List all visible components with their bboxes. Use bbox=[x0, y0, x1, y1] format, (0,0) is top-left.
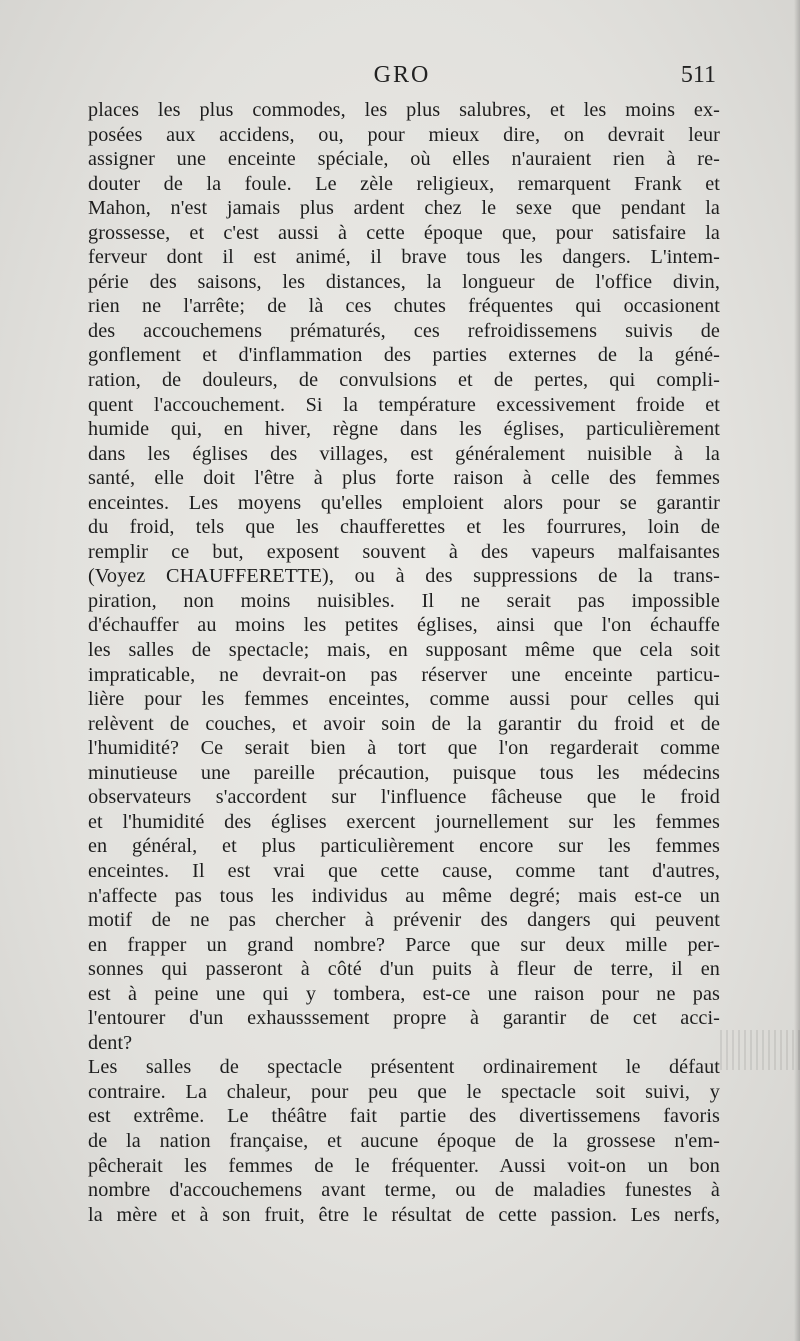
text-line: et l'humidité des églises exercent journellement sur les femmes bbox=[88, 810, 720, 833]
text-line: enceintes. Les moyens qu'elles emploient alors pour se garantir bbox=[88, 491, 720, 514]
page-header bbox=[88, 62, 716, 94]
text-line: relèvent de couches, et avoir soin de la garantir du froid et de bbox=[88, 712, 720, 735]
text-line: places les plus commodes, les plus salubres, et les moins ex- bbox=[88, 99, 720, 121]
text-line: santé, elle doit l'être à plus forte raison à celle des femmes bbox=[88, 467, 720, 490]
body-text bbox=[88, 98, 720, 1227]
text-line: est à peine une qui y tombera, est-ce une raison pour ne pas bbox=[88, 982, 720, 1005]
text-line: périe des saisons, les distances, la longueur de l'office divin, bbox=[88, 270, 720, 293]
text-line: enceintes. Il est vrai que cette cause, comme tant d'autres, bbox=[88, 859, 720, 882]
text-line: lière pour les femmes enceintes, comme aussi pour celles qui bbox=[88, 688, 720, 711]
text-line: n'affecte pas tous les individus au même degré; mais est-ce un bbox=[88, 884, 720, 907]
text-line: des accouchemens prématurés, ces refroidissemens suivis de bbox=[88, 319, 720, 342]
text-line: pêcherait les femmes de le fréquenter. Aussi voit-on un bon bbox=[88, 1154, 720, 1177]
text-line: l'entourer d'un exhausssement propre à garantir de cet acci- bbox=[88, 1007, 720, 1030]
text-line: minutieuse une pareille précaution, puisque tous les médecins bbox=[88, 761, 720, 784]
text-line: assigner une enceinte spéciale, où elles n'auraient rien à re- bbox=[88, 148, 720, 171]
text-line: ferveur dont il est animé, il brave tous les dangers. L'intem- bbox=[88, 246, 720, 269]
text-line: en général, et plus particulièrement encore sur les femmes bbox=[88, 835, 720, 858]
text-line: en frapper un grand nombre? Parce que sur deux mille per- bbox=[88, 933, 720, 956]
text-line: humide qui, en hiver, règne dans les églises, particulièrement bbox=[88, 418, 720, 441]
text-line: piration, non moins nuisibles. Il ne serait pas impossible bbox=[88, 589, 720, 612]
text-line: rien ne l'arrête; de là ces chutes fréquentes qui occasionent bbox=[88, 295, 720, 318]
text-line: gonflement et d'inflammation des parties externes de la géné- bbox=[88, 344, 720, 367]
text-line: est extrême. Le théâtre fait partie des divertissemens favoris bbox=[88, 1105, 720, 1128]
text-line: Les salles de spectacle présentent ordinairement le défaut bbox=[88, 1056, 720, 1079]
text-line: posées aux accidens, ou, pour mieux dire, on devrait leur bbox=[88, 123, 720, 146]
text-line: Mahon, n'est jamais plus ardent chez le sexe que pendant la bbox=[88, 197, 720, 220]
text-line: dans les églises des villages, est généralement nuisible à la bbox=[88, 442, 720, 465]
text-line: motif de ne pas chercher à prévenir des dangers qui peuvent bbox=[88, 909, 720, 932]
text-line: quent l'accouchement. Si la température excessivement froide et bbox=[88, 393, 720, 416]
text-line: grossesse, et c'est aussi à cette époque que, pour satisfaire la bbox=[88, 221, 720, 244]
text-line: contraire. La chaleur, pour peu que le spectacle soit suivi, y bbox=[88, 1080, 720, 1103]
show-through-texture bbox=[720, 1030, 800, 1070]
text-line: nombre d'accouchemens avant terme, ou de maladies funestes à bbox=[88, 1179, 720, 1202]
text-line: l'humidité? Ce serait bien à tort que l'on regarderait comme bbox=[88, 737, 720, 760]
text-line: ration, de douleurs, de convulsions et de pertes, qui compli- bbox=[88, 369, 720, 392]
text-line: (Voyez CHAUFFERETTE), ou à des suppressions de la trans- bbox=[88, 565, 720, 588]
text-line: du froid, tels que les chaufferettes et les fourrures, loin de bbox=[88, 516, 720, 539]
text-line: observateurs s'accordent sur l'influence fâcheuse que le froid bbox=[88, 786, 720, 809]
text-line: d'échauffer au moins les petites églises, ainsi que l'on échauffe bbox=[88, 614, 720, 637]
running-head: GRO bbox=[373, 62, 431, 88]
text-line: la mère et à son fruit, être le résultat de cette passion. Les nerfs, bbox=[88, 1203, 720, 1226]
page-edge-shadow bbox=[794, 0, 800, 1341]
text-line: impraticable, ne devrait-on pas réserver une enceinte particu- bbox=[88, 663, 720, 686]
text-line: les salles de spectacle; mais, en supposant même que cela soit bbox=[88, 639, 720, 662]
text-line: sonnes qui passeront à côté d'un puits à fleur de terre, il en bbox=[88, 958, 720, 981]
page-number: 511 bbox=[680, 62, 716, 88]
text-line: remplir ce but, exposent souvent à des vapeurs malfaisantes bbox=[88, 540, 720, 563]
text-line: dent? bbox=[88, 1031, 133, 1054]
text-line: douter de la foule. Le zèle religieux, remarquent Frank et bbox=[88, 172, 720, 195]
text-line: de la nation française, et aucune époque de la grossese n'em- bbox=[88, 1129, 720, 1152]
